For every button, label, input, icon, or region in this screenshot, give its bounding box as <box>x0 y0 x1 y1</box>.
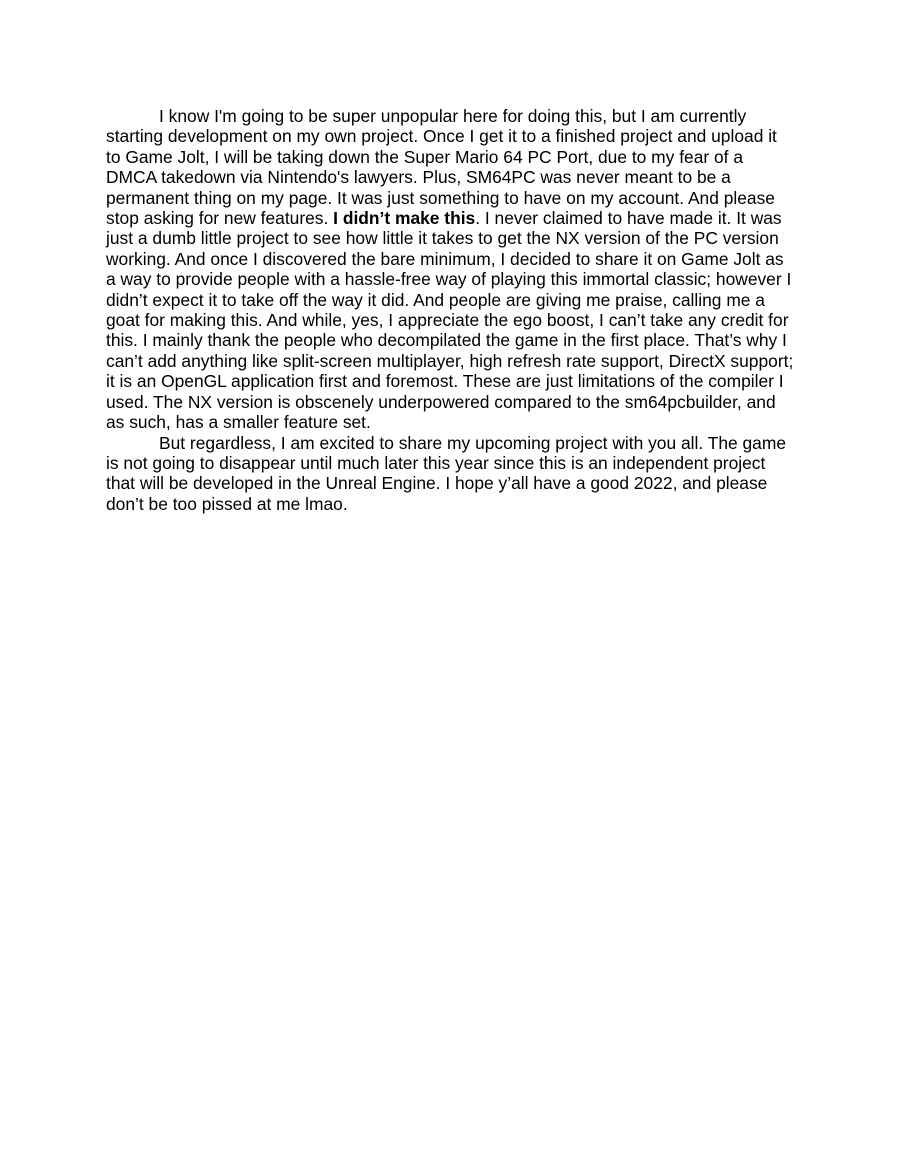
paragraph-2: But regardless, I am excited to share my upcoming project with you all. The game is not going to disappear until much later this year since this is an independent project that will be developed in the Unreal Engine. I hope y’all have a good 2022, and please don’t be too pissed at me lmao. <box>106 432 787 514</box>
paragraph-1-text-start: I know I'm going to be super unpopular here for doing this, but I am currently starting development on my own project. Once I get it to a finished project and upload it to Game Jolt, I will be taking down the Super Mario 64 PC Port, due to my fear of a DMCA takedown via Nintendo's lawyers. Plus, SM64PC was never meant to be a permanent thing on my page. It was just something to have on my account. And please stop asking for new features. <box>106 106 777 229</box>
paragraph-1 <box>106 106 796 433</box>
paragraph-1-text-end: . I never claimed to have made it. It was just a dumb little project to see how little it takes to get the NX version of the PC version working. And once I discovered the bare minimum, I decided to share it on Game Jolt as a way to provide people with a hassle-free way of playing this immortal classic; however I didn’t expect it to take off the way it did. And people are giving me praise, calling me a goat for making this. And while, yes, I appreciate the ego boost, I can’t take any credit for this. I mainly thank the people who decompilated the game in the first place. That’s why I can’t add anything like split-screen multiplayer, high refresh rate support, DirectX support; it is an OpenGL application first and foremost. These are just limitations of the compiler I used. The NX version is obscenely underpowered compared to the sm64pcbuilder, and as such, has a smaller feature set. <box>106 208 794 433</box>
paragraph-1-bold-text: I didn’t make this <box>333 208 476 229</box>
document-body <box>106 106 796 514</box>
